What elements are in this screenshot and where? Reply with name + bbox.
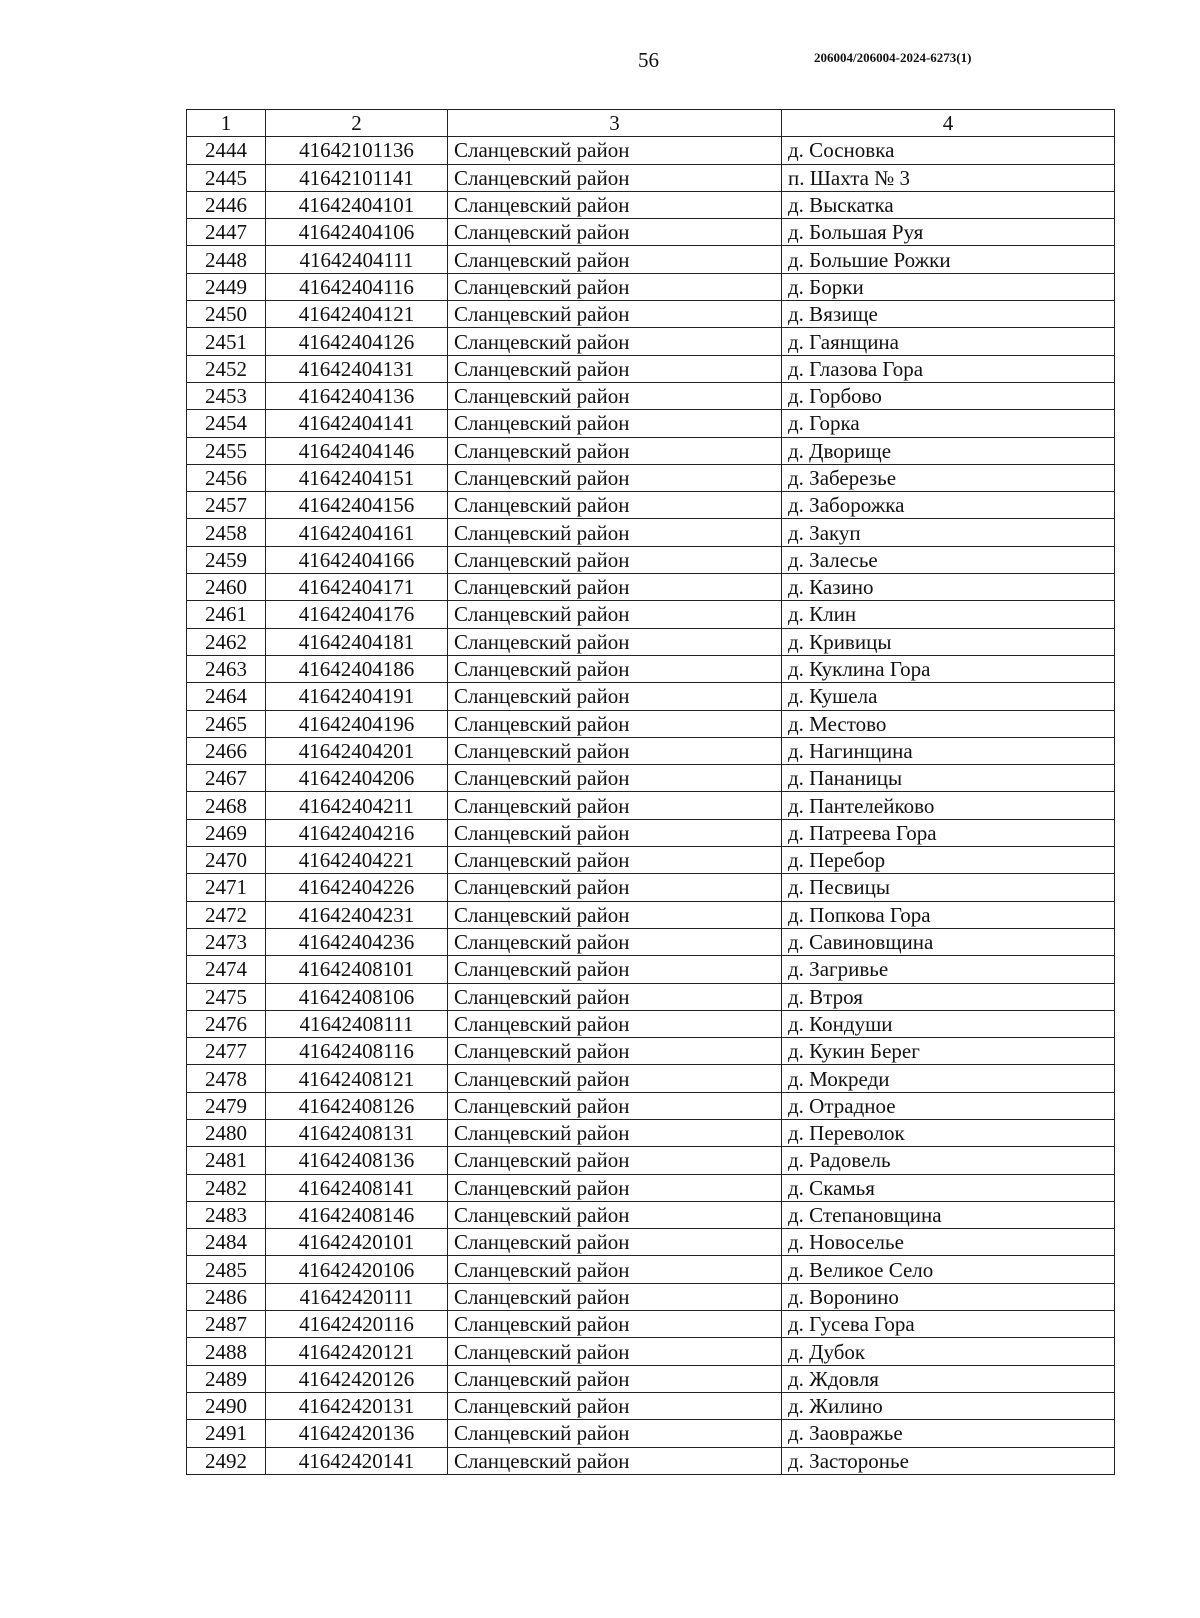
district-cell: Сланцевский район [448, 1010, 782, 1037]
row-number-cell: 2452 [187, 355, 266, 382]
table-row [187, 1038, 1115, 1065]
table-row [187, 328, 1115, 355]
district-cell: Сланцевский район [448, 683, 782, 710]
locality-cell: д. Выскатка [782, 191, 1115, 218]
code-cell: 41642408106 [266, 983, 448, 1010]
row-number-cell: 2461 [187, 601, 266, 628]
code-cell: 41642404191 [266, 683, 448, 710]
row-number-cell: 2482 [187, 1174, 266, 1201]
district-cell: Сланцевский район [448, 1338, 782, 1365]
row-number-cell: 2486 [187, 1283, 266, 1310]
code-cell: 41642404196 [266, 710, 448, 737]
locality-cell: д. Куклина Гора [782, 655, 1115, 682]
table-row [187, 382, 1115, 409]
district-cell: Сланцевский район [448, 956, 782, 983]
row-number-cell: 2468 [187, 792, 266, 819]
code-cell: 41642404186 [266, 655, 448, 682]
row-number-cell: 2462 [187, 628, 266, 655]
row-number-cell: 2472 [187, 901, 266, 928]
locality-cell: д. Великое Село [782, 1256, 1115, 1283]
locality-cell: д. Кушела [782, 683, 1115, 710]
locality-cell: д. Большие Рожки [782, 246, 1115, 273]
code-cell: 41642404141 [266, 410, 448, 437]
locality-cell: д. Переволок [782, 1119, 1115, 1146]
locality-cell: д. Новоселье [782, 1229, 1115, 1256]
code-cell: 41642408116 [266, 1038, 448, 1065]
table-row [187, 1256, 1115, 1283]
row-number-cell: 2474 [187, 956, 266, 983]
header-cell-4: 4 [782, 110, 1115, 137]
code-cell: 41642420116 [266, 1311, 448, 1338]
table-row [187, 1201, 1115, 1228]
locality-cell: д. Жилино [782, 1392, 1115, 1419]
code-cell: 41642408146 [266, 1201, 448, 1228]
district-cell: Сланцевский район [448, 546, 782, 573]
district-cell: Сланцевский район [448, 1119, 782, 1146]
table-row [187, 765, 1115, 792]
table-row [187, 956, 1115, 983]
locality-cell: д. Гаянщина [782, 328, 1115, 355]
table-row [187, 546, 1115, 573]
row-number-cell: 2473 [187, 928, 266, 955]
table-row [187, 983, 1115, 1010]
district-cell: Сланцевский район [448, 382, 782, 409]
district-cell: Сланцевский район [448, 1256, 782, 1283]
locality-cell: д. Скамья [782, 1174, 1115, 1201]
table-row [187, 137, 1115, 164]
code-cell: 41642404131 [266, 355, 448, 382]
district-cell: Сланцевский район [448, 246, 782, 273]
code-cell: 41642420126 [266, 1365, 448, 1392]
code-cell: 41642101136 [266, 137, 448, 164]
table-row [187, 1229, 1115, 1256]
table-row [187, 492, 1115, 519]
locality-cell: д. Пананицы [782, 765, 1115, 792]
district-cell: Сланцевский район [448, 1311, 782, 1338]
row-number-cell: 2450 [187, 301, 266, 328]
locality-cell: д. Гусева Гора [782, 1311, 1115, 1338]
locality-cell: д. Нагинщина [782, 737, 1115, 764]
district-cell: Сланцевский район [448, 1420, 782, 1447]
locality-cell: д. Клин [782, 601, 1115, 628]
row-number-cell: 2467 [187, 765, 266, 792]
locality-cell: д. Казино [782, 574, 1115, 601]
code-cell: 41642404166 [266, 546, 448, 573]
locality-cell: д. Дворище [782, 437, 1115, 464]
table-row [187, 219, 1115, 246]
row-number-cell: 2476 [187, 1010, 266, 1037]
code-cell: 41642420111 [266, 1283, 448, 1310]
locality-cell: д. Застороньe [782, 1447, 1115, 1474]
locality-cell: д. Воронино [782, 1283, 1115, 1310]
code-cell: 41642420136 [266, 1420, 448, 1447]
locality-cell: д. Мокреди [782, 1065, 1115, 1092]
table-row [187, 574, 1115, 601]
locality-cell: д. Залесье [782, 546, 1115, 573]
code-cell: 41642420131 [266, 1392, 448, 1419]
header-cell-3: 3 [448, 110, 782, 137]
code-cell: 41642404146 [266, 437, 448, 464]
table-row [187, 1338, 1115, 1365]
locality-cell: д. Пантелейково [782, 792, 1115, 819]
header-cell-2: 2 [266, 110, 448, 137]
table-row [187, 901, 1115, 928]
district-cell: Сланцевский район [448, 1147, 782, 1174]
district-cell: Сланцевский район [448, 328, 782, 355]
locality-cell: д. Песвицы [782, 874, 1115, 901]
row-number-cell: 2466 [187, 737, 266, 764]
district-cell: Сланцевский район [448, 1392, 782, 1419]
district-cell: Сланцевский район [448, 574, 782, 601]
row-number-cell: 2449 [187, 273, 266, 300]
row-number-cell: 2491 [187, 1420, 266, 1447]
table-row [187, 819, 1115, 846]
table-row [187, 301, 1115, 328]
row-number-cell: 2470 [187, 847, 266, 874]
row-number-cell: 2456 [187, 464, 266, 491]
locality-cell: д. Попкова Гора [782, 901, 1115, 928]
locality-cell: д. Заовражье [782, 1420, 1115, 1447]
code-cell: 41642404156 [266, 492, 448, 519]
table-row [187, 519, 1115, 546]
row-number-cell: 2485 [187, 1256, 266, 1283]
district-cell: Сланцевский район [448, 492, 782, 519]
district-cell: Сланцевский район [448, 983, 782, 1010]
registry-table [186, 109, 1115, 1475]
district-cell: Сланцевский район [448, 601, 782, 628]
code-cell: 41642420101 [266, 1229, 448, 1256]
locality-cell: д. Втроя [782, 983, 1115, 1010]
table-row [187, 1420, 1115, 1447]
row-number-cell: 2483 [187, 1201, 266, 1228]
table-row [187, 246, 1115, 273]
row-number-cell: 2480 [187, 1119, 266, 1146]
row-number-cell: 2479 [187, 1092, 266, 1119]
district-cell: Сланцевский район [448, 1365, 782, 1392]
locality-cell: д. Савиновщина [782, 928, 1115, 955]
table-row [187, 1311, 1115, 1338]
row-number-cell: 2471 [187, 874, 266, 901]
locality-cell: д. Сосновка [782, 137, 1115, 164]
locality-cell: д. Кондуши [782, 1010, 1115, 1037]
district-cell: Сланцевский район [448, 710, 782, 737]
district-cell: Сланцевский район [448, 219, 782, 246]
code-cell: 41642404126 [266, 328, 448, 355]
locality-cell: д. Дубок [782, 1338, 1115, 1365]
locality-cell: д. Степановщина [782, 1201, 1115, 1228]
locality-cell: д. Перебор [782, 847, 1115, 874]
locality-cell: д. Глазова Гора [782, 355, 1115, 382]
table-row [187, 1283, 1115, 1310]
table-row [187, 874, 1115, 901]
row-number-cell: 2457 [187, 492, 266, 519]
row-number-cell: 2469 [187, 819, 266, 846]
code-cell: 41642404221 [266, 847, 448, 874]
district-cell: Сланцевский район [448, 355, 782, 382]
code-cell: 41642404231 [266, 901, 448, 928]
code-cell: 41642404136 [266, 382, 448, 409]
row-number-cell: 2459 [187, 546, 266, 573]
code-cell: 41642408121 [266, 1065, 448, 1092]
table-row [187, 1447, 1115, 1474]
locality-cell: д. Кривицы [782, 628, 1115, 655]
table-row [187, 1174, 1115, 1201]
code-cell: 41642408141 [266, 1174, 448, 1201]
district-cell: Сланцевский район [448, 464, 782, 491]
district-cell: Сланцевский район [448, 137, 782, 164]
locality-cell: д. Местово [782, 710, 1115, 737]
row-number-cell: 2455 [187, 437, 266, 464]
code-cell: 41642404111 [266, 246, 448, 273]
table-row [187, 164, 1115, 191]
code-cell: 41642420121 [266, 1338, 448, 1365]
code-cell: 41642404226 [266, 874, 448, 901]
code-cell: 41642404106 [266, 219, 448, 246]
district-cell: Сланцевский район [448, 437, 782, 464]
locality-cell: д. Патреева Гора [782, 819, 1115, 846]
row-number-cell: 2465 [187, 710, 266, 737]
locality-cell: д. Горбово [782, 382, 1115, 409]
table-row [187, 847, 1115, 874]
locality-cell: д. Ждовля [782, 1365, 1115, 1392]
locality-cell: д. Отрадное [782, 1092, 1115, 1119]
locality-cell: д. Большая Руя [782, 219, 1115, 246]
row-number-cell: 2475 [187, 983, 266, 1010]
table-row [187, 464, 1115, 491]
code-cell: 41642404201 [266, 737, 448, 764]
locality-cell: д. Кукин Берег [782, 1038, 1115, 1065]
code-cell: 41642404181 [266, 628, 448, 655]
row-number-cell: 2464 [187, 683, 266, 710]
table-row [187, 655, 1115, 682]
district-cell: Сланцевский район [448, 737, 782, 764]
district-cell: Сланцевский район [448, 901, 782, 928]
code-cell: 41642404216 [266, 819, 448, 846]
district-cell: Сланцевский район [448, 847, 782, 874]
code-cell: 41642101141 [266, 164, 448, 191]
district-cell: Сланцевский район [448, 410, 782, 437]
locality-cell: д. Заберезье [782, 464, 1115, 491]
locality-cell: д. Борки [782, 273, 1115, 300]
row-number-cell: 2447 [187, 219, 266, 246]
code-cell: 41642408111 [266, 1010, 448, 1037]
district-cell: Сланцевский район [448, 819, 782, 846]
code-cell: 41642404101 [266, 191, 448, 218]
table-row [187, 355, 1115, 382]
table-row [187, 1119, 1115, 1146]
row-number-cell: 2478 [187, 1065, 266, 1092]
table-row [187, 1147, 1115, 1174]
locality-cell: д. Загривье [782, 956, 1115, 983]
row-number-cell: 2453 [187, 382, 266, 409]
row-number-cell: 2451 [187, 328, 266, 355]
district-cell: Сланцевский район [448, 1038, 782, 1065]
row-number-cell: 2477 [187, 1038, 266, 1065]
row-number-cell: 2454 [187, 410, 266, 437]
row-number-cell: 2444 [187, 137, 266, 164]
district-cell: Сланцевский район [448, 1092, 782, 1119]
code-cell: 41642408131 [266, 1119, 448, 1146]
document-id: 206004/206004-2024-6273(1) [814, 50, 972, 65]
row-number-cell: 2463 [187, 655, 266, 682]
district-cell: Сланцевский район [448, 301, 782, 328]
code-cell: 41642404121 [266, 301, 448, 328]
code-cell: 41642404161 [266, 519, 448, 546]
code-cell: 41642404171 [266, 574, 448, 601]
table-row [187, 928, 1115, 955]
locality-cell: д. Вязище [782, 301, 1115, 328]
district-cell: Сланцевский район [448, 191, 782, 218]
header-cell-1: 1 [187, 110, 266, 137]
code-cell: 41642404206 [266, 765, 448, 792]
district-cell: Сланцевский район [448, 1283, 782, 1310]
code-cell: 41642404151 [266, 464, 448, 491]
district-cell: Сланцевский район [448, 792, 782, 819]
district-cell: Сланцевский район [448, 1201, 782, 1228]
locality-cell: п. Шахта № 3 [782, 164, 1115, 191]
district-cell: Сланцевский район [448, 874, 782, 901]
code-cell: 41642404176 [266, 601, 448, 628]
code-cell: 41642408126 [266, 1092, 448, 1119]
table-row [187, 792, 1115, 819]
district-cell: Сланцевский район [448, 1447, 782, 1474]
row-number-cell: 2492 [187, 1447, 266, 1474]
table-row [187, 1092, 1115, 1119]
row-number-cell: 2445 [187, 164, 266, 191]
table-row [187, 1392, 1115, 1419]
row-number-cell: 2446 [187, 191, 266, 218]
row-number-cell: 2489 [187, 1365, 266, 1392]
code-cell: 41642404236 [266, 928, 448, 955]
row-number-cell: 2460 [187, 574, 266, 601]
district-cell: Сланцевский район [448, 655, 782, 682]
table-row [187, 1365, 1115, 1392]
code-cell: 41642420106 [266, 1256, 448, 1283]
row-number-cell: 2458 [187, 519, 266, 546]
district-cell: Сланцевский район [448, 765, 782, 792]
district-cell: Сланцевский район [448, 273, 782, 300]
district-cell: Сланцевский район [448, 1065, 782, 1092]
table-row [187, 437, 1115, 464]
table-header-row [187, 110, 1115, 137]
table-row [187, 737, 1115, 764]
district-cell: Сланцевский район [448, 1174, 782, 1201]
row-number-cell: 2481 [187, 1147, 266, 1174]
table-row [187, 410, 1115, 437]
district-cell: Сланцевский район [448, 928, 782, 955]
table-row [187, 1010, 1115, 1037]
district-cell: Сланцевский район [448, 519, 782, 546]
district-cell: Сланцевский район [448, 164, 782, 191]
locality-cell: д. Горка [782, 410, 1115, 437]
row-number-cell: 2448 [187, 246, 266, 273]
district-cell: Сланцевский район [448, 628, 782, 655]
table-row [187, 273, 1115, 300]
code-cell: 41642408136 [266, 1147, 448, 1174]
page-number: 56 [638, 48, 659, 72]
code-cell: 41642420141 [266, 1447, 448, 1474]
locality-cell: д. Закуп [782, 519, 1115, 546]
row-number-cell: 2484 [187, 1229, 266, 1256]
code-cell: 41642404116 [266, 273, 448, 300]
table-row [187, 710, 1115, 737]
locality-cell: д. Радовель [782, 1147, 1115, 1174]
table-body [187, 110, 1115, 1475]
table-row [187, 601, 1115, 628]
row-number-cell: 2488 [187, 1338, 266, 1365]
district-cell: Сланцевский район [448, 1229, 782, 1256]
table-row [187, 683, 1115, 710]
locality-cell: д. Заборожка [782, 492, 1115, 519]
row-number-cell: 2490 [187, 1392, 266, 1419]
table-row [187, 191, 1115, 218]
table-row [187, 1065, 1115, 1092]
code-cell: 41642408101 [266, 956, 448, 983]
code-cell: 41642404211 [266, 792, 448, 819]
row-number-cell: 2487 [187, 1311, 266, 1338]
table-row [187, 628, 1115, 655]
